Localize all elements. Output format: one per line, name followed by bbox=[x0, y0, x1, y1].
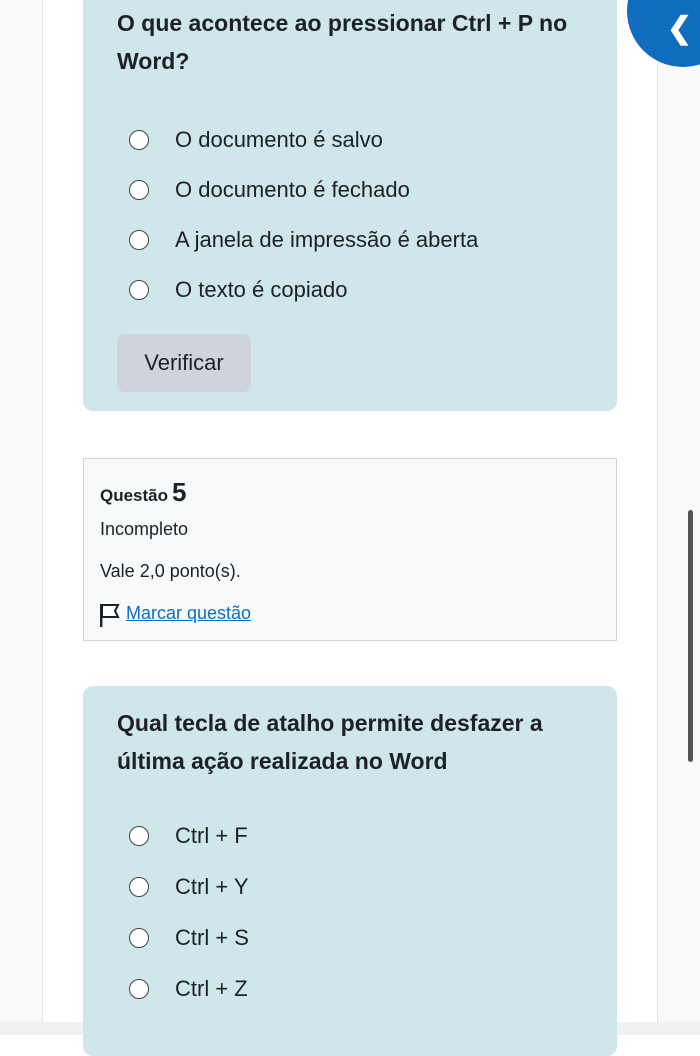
flag-question-label[interactable]: Marcar questão bbox=[126, 603, 252, 623]
back-button[interactable] bbox=[627, 0, 700, 67]
radio-unchecked-icon[interactable] bbox=[129, 180, 149, 200]
question-label: Questão bbox=[100, 486, 169, 505]
option-label: A janela de impressão é aberta bbox=[175, 227, 479, 252]
radio-unchecked-icon[interactable] bbox=[129, 130, 149, 150]
option-label: O documento é salvo bbox=[175, 127, 383, 152]
radio-unchecked-icon[interactable] bbox=[129, 230, 149, 250]
radio-unchecked-icon[interactable] bbox=[129, 280, 149, 300]
flag-icon[interactable] bbox=[98, 603, 120, 627]
chevron-left-icon: ❮ bbox=[667, 12, 693, 45]
radio-unchecked-icon[interactable] bbox=[129, 979, 149, 999]
option-label: Ctrl + Y bbox=[175, 874, 249, 899]
option-label: Ctrl + S bbox=[175, 925, 249, 950]
radio-unchecked-icon[interactable] bbox=[129, 877, 149, 897]
question-a-text: O que acontece ao pressionar Ctrl + P no Word? bbox=[117, 10, 568, 74]
option-label: O documento é fechado bbox=[175, 177, 410, 202]
option-label: Ctrl + Z bbox=[175, 976, 248, 1001]
option-label: Ctrl + F bbox=[175, 823, 248, 848]
question-grade: Vale 2,0 ponto(s). bbox=[100, 561, 241, 581]
question-number-value: 5 bbox=[172, 477, 187, 507]
question-a-card bbox=[83, 0, 617, 411]
question-state: Incompleto bbox=[100, 519, 189, 539]
radio-unchecked-icon[interactable] bbox=[129, 928, 149, 948]
question-b-text: Qual tecla de atalho permite desfazer a última ação realizada no Word bbox=[117, 710, 543, 774]
question-b-card bbox=[83, 686, 617, 1056]
question-number bbox=[100, 477, 187, 508]
radio-unchecked-icon[interactable] bbox=[129, 826, 149, 846]
check-button[interactable]: Verificar bbox=[117, 334, 251, 392]
right-margin bbox=[657, 0, 700, 1035]
option-label: O texto é copiado bbox=[175, 277, 348, 302]
scrollbar-thumb[interactable] bbox=[688, 510, 693, 762]
left-margin bbox=[0, 0, 43, 1035]
question-info bbox=[83, 458, 617, 641]
